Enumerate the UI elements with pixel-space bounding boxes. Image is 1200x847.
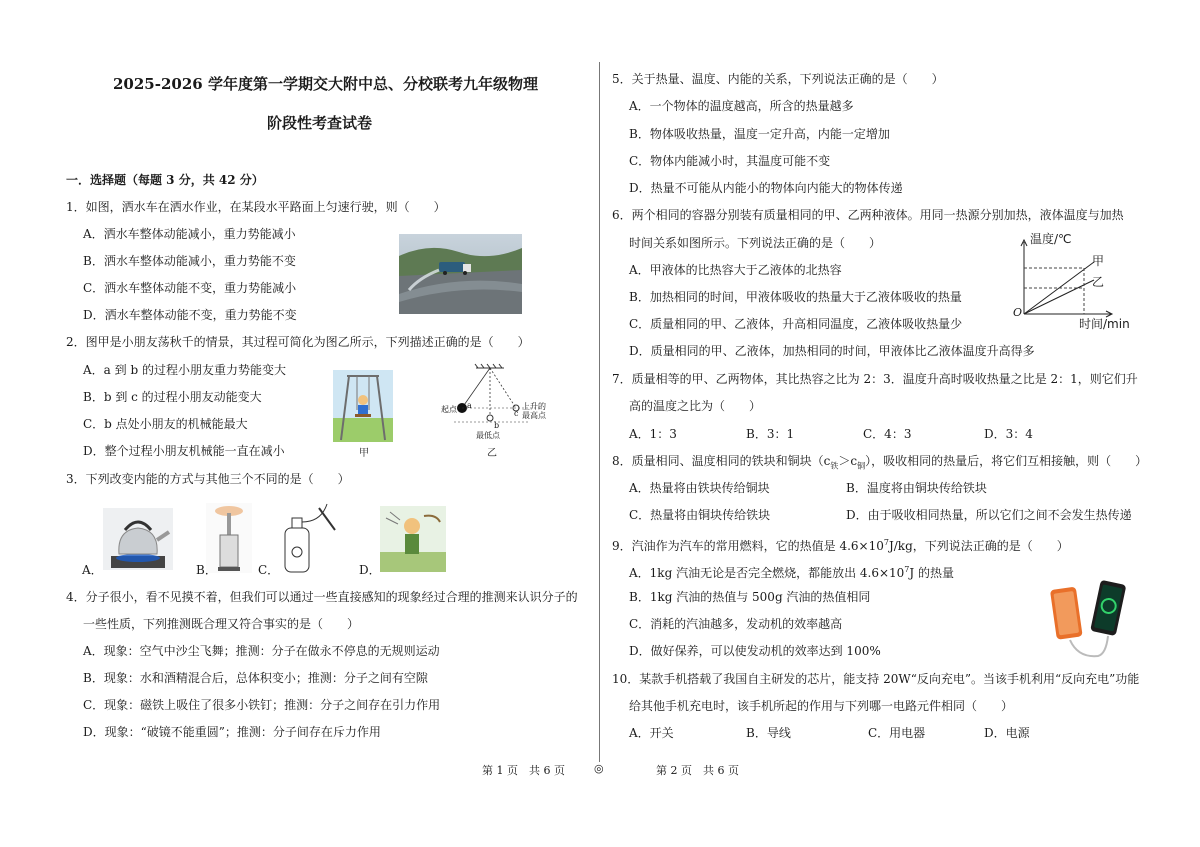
q7-option-d: D．3：4 — [984, 427, 1033, 441]
q9-stem-part1: 9．汽油作为汽车的常用燃料，它的热值是 4.6×10 — [612, 539, 884, 553]
q6-stem-line1: 6．两个相同的容器分别装有质量相同的甲、乙两种液体。用同一热源分别加热，液体温度与加热 — [612, 208, 1124, 222]
q8-stem-part2: ），吸收相同的热量后，将它们互相接触，则（ ） — [865, 454, 1148, 468]
q1-option-d: D．洒水车整体动能不变，重力势能不变 — [83, 308, 297, 322]
q7-option-a: A．1：3 — [629, 427, 677, 441]
label-b: b — [494, 421, 500, 430]
q8-option-d: D．由于吸收相同热量，所以它们之间不会发生热传递 — [846, 508, 1132, 522]
label-highest-point: 最高点 — [522, 411, 546, 420]
q9-stem-part2: J/kg，下列说法正确的是（ ） — [888, 539, 1069, 553]
q8-option-c: C．热量将由铜块传给铁块 — [629, 508, 771, 522]
q9-option-a-exponent: 7 — [904, 565, 910, 574]
q9-exponent: 7 — [883, 538, 889, 547]
q3-option-c: C． — [258, 563, 280, 577]
q2-option-a: A．a 到 b 的过程小朋友重力势能变大 — [83, 363, 286, 377]
q7-option-b: B．3：1 — [746, 427, 795, 441]
label-lowest-point: 最低点 — [476, 431, 500, 440]
q4-option-c: C．现象：磁铁上吸住了很多小铁钉；推测：分子之间存在引力作用 — [83, 698, 441, 712]
q3-option-d: D． — [359, 563, 381, 577]
q9-option-a — [629, 562, 954, 581]
q10-stem-line2: 给其他手机充电时，该手机所起的作用与下列哪一电路元件相同（ ） — [629, 699, 1014, 713]
q9-option-a-part2: J 的热量 — [909, 566, 955, 580]
q8-option-a: A．热量将由铁块传给铜块 — [629, 481, 770, 495]
q4-stem-line1: 4．分子很小，看不见摸不着，但我们可以通过一些直接感知的现象经过合理的推测来认识分子的 — [66, 590, 578, 604]
q8-option-b: B．温度将由铜块传给铁块 — [846, 481, 987, 495]
q6-option-a: A．甲液体的比热容大于乙液体的北热容 — [629, 263, 842, 277]
q5-stem: 5．关于热量、温度、内能的关系，下列说法正确的是（ ） — [612, 72, 944, 86]
q6-option-d: D．质量相同的甲、乙液体，加热相同的时间，甲液体比乙液体温度升高得多 — [629, 344, 1035, 358]
q6-stem-line2: 时间关系如图所示。下列说法正确的是（ ） — [629, 236, 882, 250]
kettle-photo — [103, 508, 173, 570]
exam-title-line2: 阶段性考查试卷 — [267, 114, 373, 132]
q2-option-d: D．整个过程小朋友机械能一直在减小 — [83, 444, 285, 458]
phones-reverse-charging-photo — [1048, 576, 1130, 662]
q4-option-d: D．现象：“破镜不能重圆”；推测：分子间存在斥力作用 — [83, 725, 381, 739]
q10-option-a: A．开关 — [629, 726, 674, 740]
exam-title-line1: 2025-2026 学年度第一学期交大附中总、分校联考九年级物理 — [113, 75, 538, 93]
q8-stem-gt: ＞c — [838, 454, 858, 468]
footer-center-mark: ◎ — [594, 762, 604, 775]
q8-stem — [612, 453, 1147, 474]
q10-stem-line1: 10．某款手机搭载了我国自主研发的芯片，能支持 20W“反向充电”。当该手机利用“反向充电”功能 — [612, 672, 1140, 686]
label-rise: 上升的 — [522, 402, 546, 411]
section-heading: 一．选择题（每题 3 分，共 42 分） — [66, 173, 264, 187]
q7-option-c: C．4：3 — [863, 427, 912, 441]
graph-label-jia: 甲 — [1092, 254, 1105, 268]
q3-stem: 3．下列改变内能的方式与其他三个不同的是（ ） — [66, 472, 350, 486]
q1-option-a: A．洒水车整体动能减小，重力势能减小 — [83, 227, 296, 241]
q8-stem-part1: 8．质量相同、温度相同的铁块和铜块（c — [612, 454, 831, 468]
q9-option-a-part1: A．1kg 汽油无论是否完全燃烧，都能放出 4.6×10 — [629, 566, 905, 580]
footer-page-left: 第 1 页 共 6 页 — [482, 764, 565, 777]
fig-yi-label: 乙 — [487, 448, 497, 459]
q5-option-d: D．热量不可能从内能小的物体向内能大的物体传递 — [629, 181, 903, 195]
graph-y-label: 温度/℃ — [1030, 232, 1072, 246]
q4-stem-line2: 一些性质，下列推测既合理又符合事实的是（ ） — [83, 617, 360, 631]
q8-sub-iron: 铁 — [830, 461, 839, 471]
q9-option-d: D．做好保养，可以使发动机的效率达到 100% — [629, 644, 881, 658]
q7-stem-line2: 高的温度之比为（ ） — [629, 399, 762, 413]
q9-option-b: B．1kg 汽油的热值与 500g 汽油的热值相同 — [629, 590, 871, 604]
q10-option-c: C．用电器 — [868, 726, 926, 740]
swing-photo — [333, 370, 393, 442]
q9-stem — [612, 535, 1069, 554]
q2-stem: 2．图甲是小朋友荡秋千的情景，其过程可简化为图乙所示，下列描述正确的是（ ） — [66, 335, 530, 349]
q9-option-c: C．消耗的汽油越多，发动机的效率越高 — [629, 617, 843, 631]
q10-option-b: B．导线 — [746, 726, 791, 740]
q3-option-b: B． — [196, 563, 217, 577]
q10-option-d: D．电源 — [984, 726, 1030, 740]
sprinkler-truck-photo — [399, 234, 522, 314]
rubbing-hands-cartoon — [380, 506, 446, 572]
q8-sub-copper: 铜 — [857, 461, 866, 471]
temperature-time-graph — [1012, 236, 1122, 320]
q5-option-b: B．物体吸收热量，温度一定升高，内能一定增加 — [629, 127, 890, 141]
q4-option-b: B．现象：水和酒精混合后，总体积变小；推测：分子之间有空隙 — [83, 671, 428, 685]
fig-jia-label: 甲 — [359, 448, 369, 459]
label-c: c — [514, 409, 519, 418]
graph-x-label: 时间/min — [1079, 317, 1130, 331]
bottle-pump-diagram — [271, 500, 341, 576]
q1-option-c: C．洒水车整体动能不变，重力势能减小 — [83, 281, 297, 295]
column-divider — [599, 62, 600, 762]
q6-option-b: B．加热相同的时间，甲液体吸收的热量大于乙液体吸收的热量 — [629, 290, 962, 304]
label-a: a — [467, 401, 472, 410]
q5-option-c: C．物体内能减小时，其温度可能不变 — [629, 154, 831, 168]
q5-option-a: A．一个物体的温度越高，所含的热量越多 — [629, 99, 854, 113]
q2-option-b: B．b 到 c 的过程小朋友动能变大 — [83, 390, 262, 404]
q1-stem: 1．如图，洒水车在洒水作业，在某段水平路面上匀速行驶，则（ ） — [66, 200, 446, 214]
q7-stem-line1: 7．质量相等的甲、乙两物体，其比热容之比为 2：3．温度升高时吸收热量之比是 2：1，则它们升 — [612, 372, 1138, 386]
graph-origin: O — [1013, 306, 1023, 319]
label-start-point: 起点 — [441, 405, 457, 414]
q2-option-c: C．b 点处小朋友的机械能最大 — [83, 417, 248, 431]
q3-option-a: A． — [82, 563, 103, 577]
graph-label-yi: 乙 — [1092, 275, 1105, 289]
q4-option-a: A．现象：空气中沙尘飞舞；推测：分子在做永不停息的无规则运动 — [83, 644, 440, 658]
q1-option-b: B．洒水车整体动能减小，重力势能不变 — [83, 254, 296, 268]
q6-option-c: C．质量相同的甲、乙液体，升高相同温度，乙液体吸收热量少 — [629, 317, 963, 331]
footer-page-right: 第 2 页 共 6 页 — [656, 764, 739, 777]
